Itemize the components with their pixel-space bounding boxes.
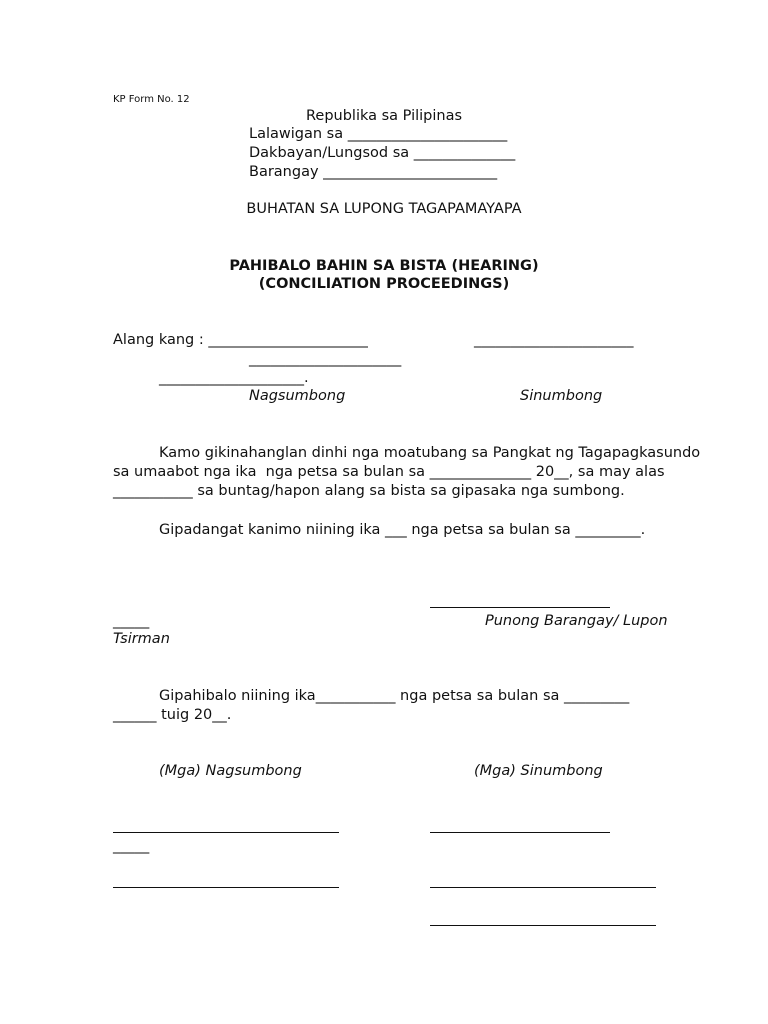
signature-title: Punong Barangay/ Lupon [485,613,668,629]
republic-heading: Republika sa Pilipinas [305,108,463,124]
complainant-label: Nagsumbong [249,388,346,404]
complainant-signature-line-1 [113,832,339,833]
complainant-extra-blank: _____ [113,838,150,854]
complainants-label: (Mga) Nagsumbong [159,763,302,779]
title-line-1: PAHIBALO BAHIN SA BISTA (HEARING) [229,258,539,274]
respondent-signature-line-3 [430,925,656,926]
office-heading: BUHATAN SA LUPONG TAGAPAMAYAPA [246,201,522,217]
addressee-label: Alang kang : ______________________ [113,332,368,348]
title-line-2: (CONCILIATION PROCEEDINGS) [258,276,510,292]
served-date-line: Gipadangat kanimo niining ika ___ nga petsa sa bulan sa _________. [159,522,646,538]
respondent-name-blank: ______________________ [474,332,634,348]
notice-line-1: Gipahibalo niining ika___________ nga petsa sa bulan sa _________ [159,688,630,704]
respondent-signature-line-2 [430,887,656,888]
respondent-signature-line-1 [430,832,610,833]
signature-line [430,607,610,608]
respondent-label: Sinumbong [520,388,603,404]
barangay-field: Barangay ________________________ [249,164,498,180]
body-paragraph-line-2: sa umaabot nga ika nga petsa sa bulan sa ______________ 20__, sa may alas [113,464,665,480]
respondents-label: (Mga) Sinumbong [474,763,603,779]
province-field: Lalawigan sa ______________________ [249,126,508,142]
complainant-blank-2: _____________________ [249,351,402,367]
complainant-signature-line-2 [113,887,339,888]
signature-title-continued: Tsirman [113,631,170,647]
notice-line-2: ______ tuig 20__. [113,707,232,723]
form-number: KP Form No. 12 [113,94,190,105]
body-paragraph-line-1: Kamo gikinahanglan dinhi nga moatubang sa Pangkat ng Tagapagkasundo [159,445,701,461]
complainant-blank-3: ____________________. [159,370,309,386]
signature-left-blank: _____ [113,613,150,629]
city-field: Dakbayan/Lungsod sa ______________ [249,145,516,161]
body-paragraph-line-3: ___________ sa buntag/hapon alang sa bista sa gipasaka nga sumbong. [113,483,625,499]
